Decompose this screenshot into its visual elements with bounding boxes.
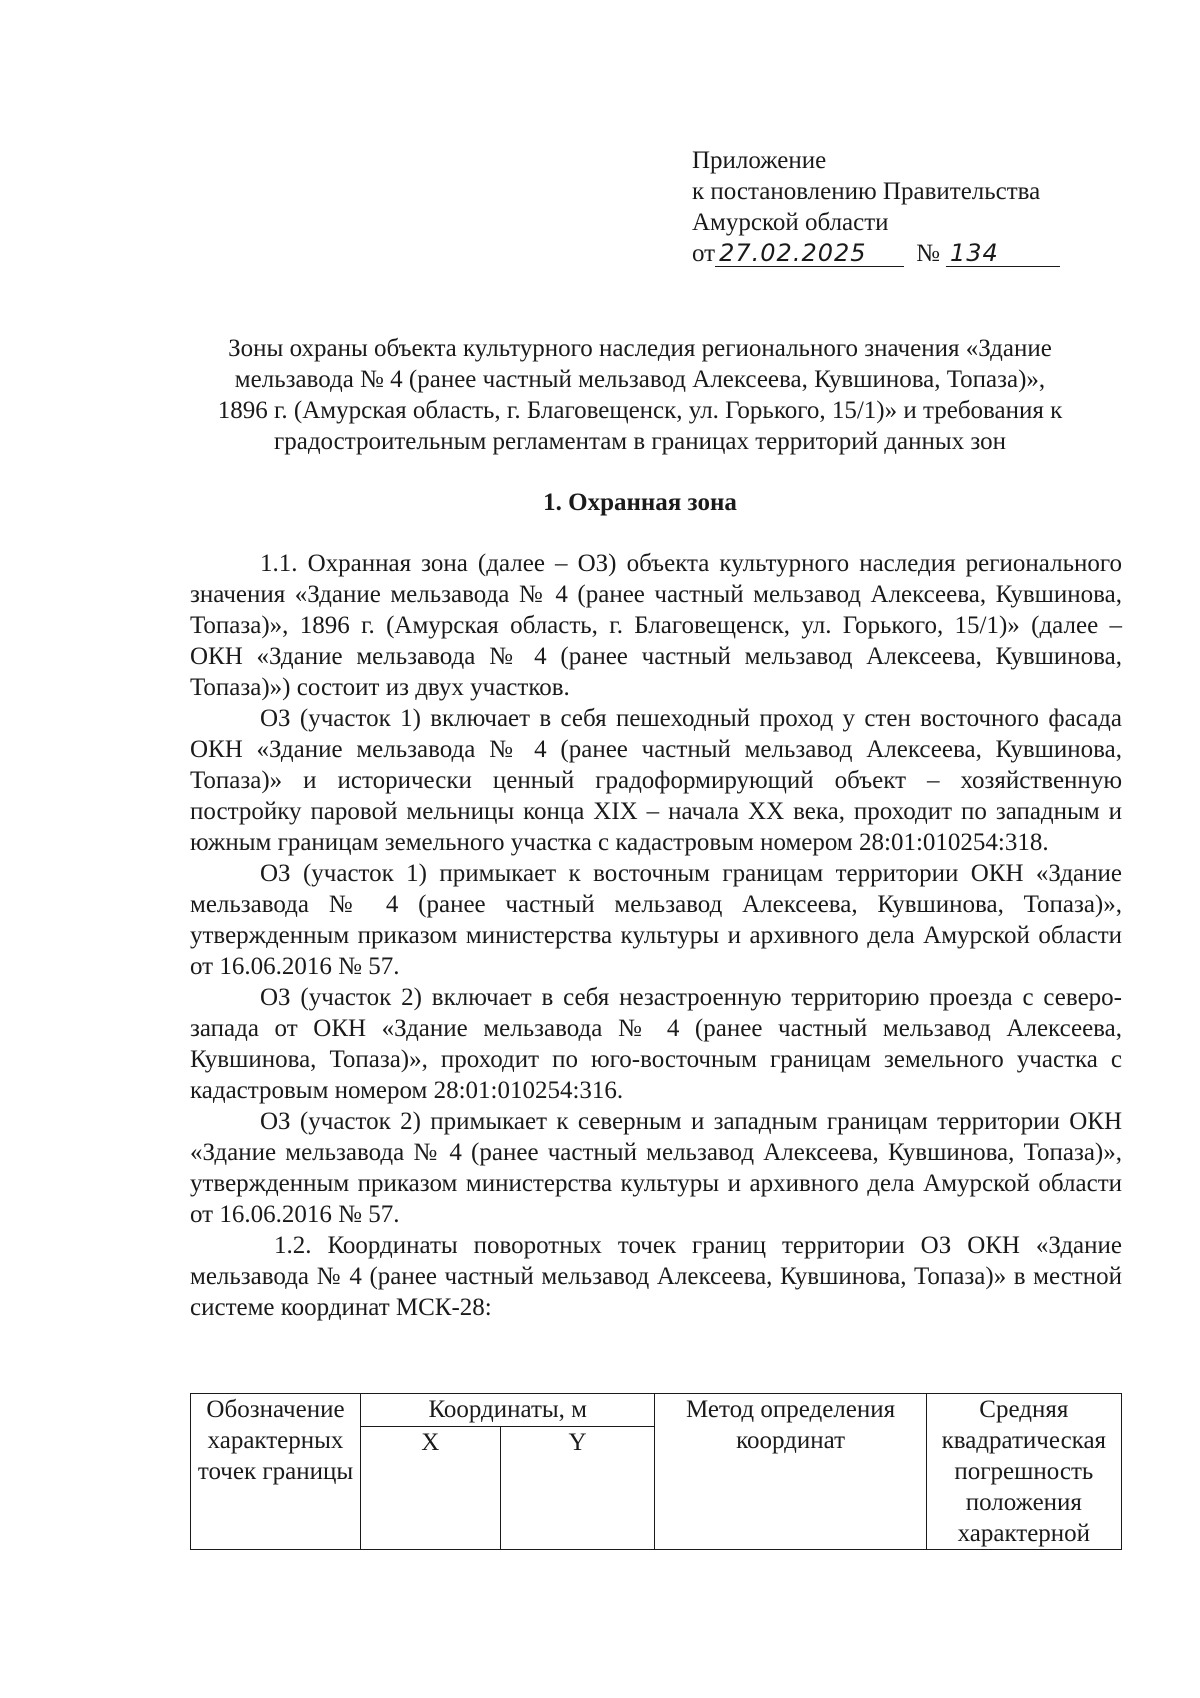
table-header-row: [191, 1394, 1122, 1427]
header-method: Метод определения координат: [655, 1394, 926, 1550]
title-line-3: 1896 г. (Амурская область, г. Благовещенск, ул. Горького, 15/1)» и требования к: [217, 397, 1063, 424]
section-heading: 1. Охранная зона: [543, 489, 737, 516]
header-mean-error: Средняя квадратическая погрешность положения характерной: [926, 1394, 1121, 1550]
coordinates-table: [190, 1393, 1122, 1550]
title-line-2: мельзавода № 4 (ранее частный мельзавод Алексеева, Кувшинова, Топаза)»,: [234, 366, 1046, 393]
paragraph-oz1-adjoins: ОЗ (участок 1) примыкает к восточным границам территории ОКН «Здание мельзавода № 4 (ранее частный мельзавод Алексеева, Кувшинова, Топаза)», утвержденным приказом министерства культуры и архивного дела Амурской области от 16.06.2016 № 57.: [190, 860, 1122, 980]
number-sign: №: [916, 240, 940, 267]
handwritten-number: 134: [946, 240, 1060, 267]
document-title: [160, 333, 1120, 457]
paragraph-oz1-includes: ОЗ (участок 1) включает в себя пешеходный проход у стен восточного фасада ОКН «Здание мельзавода № 4 (ранее частный мельзавод Алексеева, Кувшинова, Топаза)» и исторически ценный градоформирующий объект – хозяйственную постройку паровой мельницы конца XIX – начала XX века, проходит по западным и южным границам земельного участка с кадастровым номером 28:01:010254:318.: [190, 705, 1122, 856]
date-prefix: от: [692, 240, 716, 267]
header-x: X: [361, 1427, 501, 1550]
title-line-1: Зоны охраны объекта культурного наследия регионального значения «Здание: [228, 335, 1052, 362]
appendix-block: [692, 145, 1060, 269]
paragraph-1-1: 1.1. Охранная зона (далее – ОЗ) объекта культурного наследия регионального значения «Здание мельзавода № 4 (ранее частный мельзавод Алексеева, Кувшинова, Топаза)», 1896 г. (Амурская область, г. Благовещенск, ул. Горького, 15/1)» (далее – ОКН «Здание мельзавода № 4 (ранее частный мельзавод Алексеева, Кувшинова, Топаза)») состоит из двух участков.: [190, 550, 1122, 701]
header-coordinates: Координаты, м: [361, 1394, 655, 1427]
appendix-line-3: Амурской области: [692, 209, 889, 236]
appendix-line-1: Приложение: [692, 147, 827, 174]
header-point-designation: Обозначение характерных точек границы: [191, 1394, 361, 1550]
appendix-date-line: [692, 238, 1060, 269]
title-line-4: градостроительным регламентам в границах территорий данных зон: [273, 428, 1006, 455]
paragraph-oz2-includes: ОЗ (участок 2) включает в себя незастроенную территорию проезда с северо-запада от ОКН «Здание мельзавода № 4 (ранее частный мельзавод Алексеева, Кувшинова, Топаза)», проходит по юго-восточным границам земельного участка с кадастровым номером 28:01:010254:316.: [190, 984, 1122, 1104]
paragraph-oz2-adjoins: ОЗ (участок 2) примыкает к северным и западным границам территории ОКН «Здание мельзавода № 4 (ранее частный мельзавод Алексеева, Кувшинова, Топаза)», утвержденным приказом министерства культуры и архивного дела Амурской области от 16.06.2016 № 57.: [190, 1108, 1122, 1228]
appendix-line-2: к постановлению Правительства: [692, 178, 1041, 205]
paragraph-1-2: 1.2. Координаты поворотных точек границ территории ОЗ ОКН «Здание мельзавода № 4 (ранее частный мельзавод Алексеева, Кувшинова, Топаза)» в местной системе координат МСК-28:: [190, 1232, 1122, 1321]
handwritten-date: 27.02.2025: [715, 240, 904, 267]
section-body: [190, 548, 1122, 1323]
header-y: Y: [500, 1427, 655, 1550]
